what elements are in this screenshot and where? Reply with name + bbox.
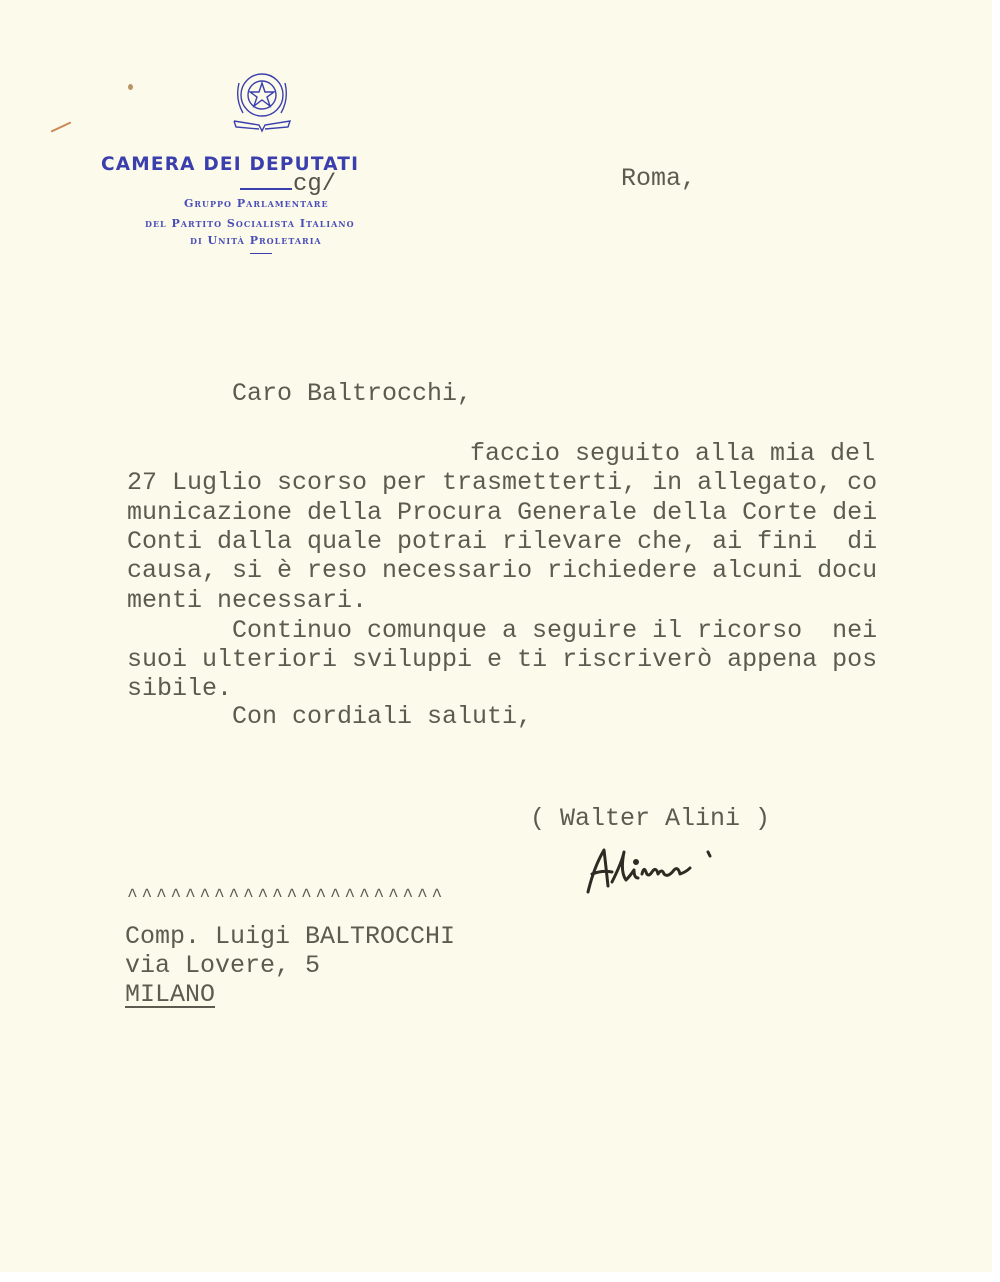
recipient-address: via Lovere, 5 — [125, 951, 321, 980]
body-line: municazione della Procura Generale della Corte dei — [127, 498, 878, 527]
body-line: suoi ulteriori sviluppi e ti riscriverò appena pos — [127, 645, 878, 674]
body-line: Continuo comunque a seguire il ricorso nei — [232, 616, 878, 645]
closing: Con cordiali saluti, — [232, 702, 533, 731]
divider — [240, 188, 292, 190]
body-line: sibile. — [127, 674, 233, 703]
body-line: faccio seguito alla mia del — [470, 439, 876, 468]
salutation: Caro Baltrocchi, — [232, 379, 473, 408]
group-line-1: Gruppo Parlamentare — [184, 197, 329, 210]
body-line: 27 Luglio scorso per trasmetterti, in allegato, co — [127, 468, 878, 497]
institution-name: CAMERA DEI DEPUTATI — [101, 154, 360, 175]
separator-line: ^^^^^^^^^^^^^^^^^^^^^^ — [127, 887, 447, 907]
emblem-icon — [231, 63, 293, 135]
recipient-name: Comp. Luigi BALTROCCHI — [125, 922, 456, 951]
body-line: Conti dalla quale potrai rilevare che, ai fini di — [127, 527, 878, 556]
body-line: causa, si è reso necessario richiedere alcuni docu — [127, 556, 878, 585]
group-line-3: di Unità Proletaria — [190, 234, 322, 247]
signer-typed-name: ( Walter Alini ) — [530, 804, 771, 833]
handwritten-signature — [582, 842, 732, 897]
place: Roma, — [621, 164, 697, 193]
divider — [250, 253, 272, 254]
stain — [51, 121, 72, 132]
body-line: menti necessari. — [127, 586, 368, 615]
stain — [128, 84, 133, 90]
group-line-2: del Partito Socialista Italiano — [145, 217, 355, 230]
recipient-city: MILANO — [125, 980, 216, 1009]
reference-code: cg/ — [293, 171, 337, 198]
